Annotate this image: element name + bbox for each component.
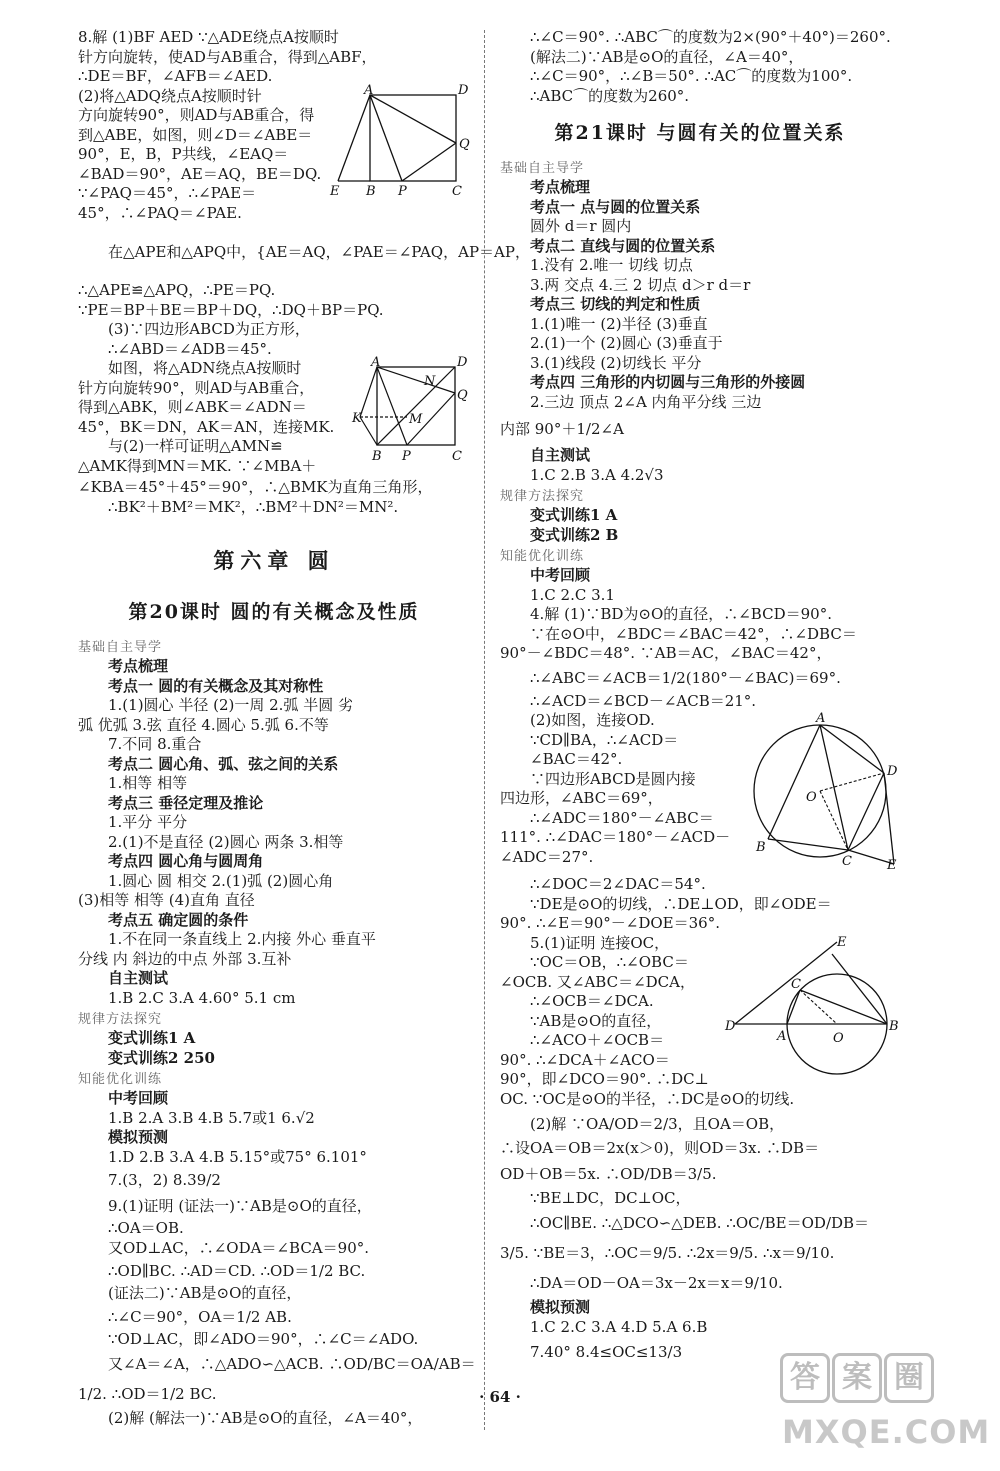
text-line: ∴∠C＝90°，∴∠B＝50°. ∴AC⌒的度数为100°. xyxy=(530,67,853,85)
text-line: ∵BE⊥DC，DC⊥OC， xyxy=(530,1188,691,1207)
circle-figure-4 xyxy=(725,934,900,1090)
text-line: ∴DA＝OD－OA＝3x－2x＝x＝9/10. xyxy=(530,1274,783,1292)
lesson-20-points xyxy=(78,677,470,1009)
problem-4-conclusion xyxy=(500,875,900,934)
text-line: ∴∠ACD＝∠BCD－∠ACB＝21°. xyxy=(530,691,757,710)
text-line: 考点一 点与圆的位置关系 xyxy=(530,197,701,216)
text-line: 针方向旋转，使AD与AB重合，得到△ABF， xyxy=(78,47,377,66)
text-line: 7.不同 8.重合 xyxy=(108,735,202,753)
text-line: 自主测试 xyxy=(108,969,169,987)
circle-figure-3 xyxy=(748,711,900,875)
problem-5-part1 xyxy=(500,934,900,1090)
point-label: O xyxy=(833,1030,844,1046)
text-line: 8.解 (1)BF AED ∵△ADE绕点A按顺时 xyxy=(78,28,339,46)
text-line: ∴∠ABD＝∠ADB＝45°. xyxy=(108,339,272,358)
text-line: (解法二)∵AB是⊙O的直径，∠A＝40°， xyxy=(530,47,804,66)
problem-4-part2 xyxy=(500,711,900,875)
text-line: 中考回顾 xyxy=(108,1089,169,1107)
watermark-logo xyxy=(772,1353,991,1453)
point-label: P xyxy=(402,449,411,464)
text-line: ∴∠ADC＝180°－∠ABC＝ xyxy=(530,808,714,827)
text-line: ∠KBA＝45°＋45°＝90°，∴△BMK为直角三角形， xyxy=(78,478,433,496)
text-line: 1.平分 平分 xyxy=(108,813,188,831)
text-line: 3.(1)线段 (2)切线长 平分 xyxy=(530,353,702,372)
point-label: O xyxy=(806,790,817,805)
text-line: 自主测试 xyxy=(530,446,591,464)
chapter-title: 第六章 圆 xyxy=(213,548,335,573)
text-line: (2)将△ADQ绕点A按顺时针 xyxy=(78,86,262,105)
point-label: D xyxy=(887,764,898,779)
text-line: 1.B 2.C 3.A 4.60° 5.1 cm xyxy=(108,988,296,1007)
text-line: 考点四 三角形的内切圆与三角形的外接圆 xyxy=(530,373,806,391)
text-line: 90°－∠BDC＝48°. ∵AB＝AC，∠BAC＝42°， xyxy=(500,644,832,662)
text-line: ∠BAD＝90°，AE＝AQ，BE＝DQ. xyxy=(78,164,322,183)
text-line: 4.解 (1)∵BD为⊙O的直径，∴∠BCD＝90°. xyxy=(530,605,832,623)
text-line: 方向旋转90°，则AD与AB重合，得 xyxy=(78,106,315,124)
text-line: ∵AB是⊙O的直径， xyxy=(530,1011,662,1030)
page-number: · 64 · xyxy=(479,1388,521,1406)
point-label: B xyxy=(756,840,766,855)
point-label: A xyxy=(777,1028,787,1044)
text-line: ∠OCB. 又∠ABC＝∠DCA， xyxy=(500,972,695,991)
point-label: C xyxy=(842,854,852,869)
point-label: A xyxy=(364,82,374,98)
text-line: 2.(1)一个 (2)圆心 (3)垂直于 xyxy=(530,334,723,352)
text-line: 45°，BK＝DN，AK＝AN，连接MK. xyxy=(78,417,335,436)
point-label: Q xyxy=(459,136,470,152)
watermark-url: MXQE.COM xyxy=(782,1413,991,1451)
text-line: ∴∠ABC＝∠ACB＝1/2(180°－∠BAC)＝69°. xyxy=(530,668,841,687)
text-line: 1.B 2.A 3.B 4.B 5.7或1 6.√2 xyxy=(108,1108,315,1127)
equation-system: 在△APE和△APQ中，{AE＝AQ，∠PAE＝∠PAQ，AP＝AP， xyxy=(108,243,530,261)
text-line: ∵CD∥BA，∴∠ACD＝ xyxy=(530,730,679,749)
text-line: 1.相等 相等 xyxy=(108,774,188,792)
text-line: 到△ABE，如图，则∠D＝∠ABE＝ xyxy=(78,125,313,144)
point-label: K xyxy=(352,411,362,426)
point-label: B xyxy=(889,1018,899,1034)
text-line: ∴BK²＋BM²＝MK²，∴BM²＋DN²＝MN². xyxy=(108,497,399,516)
text-line: 5.(1)证明 连接OC， xyxy=(530,933,670,952)
point-label: D xyxy=(458,82,469,98)
text-line: 1.(1)圆心 半径 (2)一周 2.弧 半圆 劣 xyxy=(108,696,353,714)
point-label: C xyxy=(791,976,801,992)
text-line: 3/5. ∵BE＝3，∴OC＝9/5. ∴2x＝9/5. ∴x＝9/10. xyxy=(500,1244,835,1262)
point-label: C xyxy=(452,449,462,464)
text-line: ∴DE＝BF，∠AFB＝∠AED. xyxy=(78,67,273,85)
text-line: 7.40° 8.4≤OC≤13/3 xyxy=(530,1343,683,1361)
text-line: 2.三边 顶点 2∠A 内角平分线 三边 xyxy=(530,392,762,411)
text-line: 1.C 2.B 3.A 4.2√3 xyxy=(530,465,664,484)
text-line: ∴∠C＝90°. ∴ABC⌒的度数为2×(90°＋40°)＝260°. xyxy=(530,28,891,46)
watermark-char: 案 xyxy=(832,1353,882,1403)
text-line: 2.(1)不是直径 (2)圆心 两条 3.相等 xyxy=(108,832,344,851)
text-line: ∴OC∥BE. ∴△DCO∽△DEB. ∴OC/BE＝OD/DB＝ xyxy=(530,1214,870,1232)
text-line: ∴△APE≌△APQ，∴PE＝PQ. xyxy=(78,281,276,299)
section-label-optimize: 知能优化训练 xyxy=(78,1072,163,1087)
text-line: 圆外 d＝r 圆内 xyxy=(530,217,632,235)
text-line: ∴∠DOC＝2∠DAC＝54°. xyxy=(530,875,706,893)
point-label: E xyxy=(330,183,340,199)
point-label: D xyxy=(725,1018,736,1034)
text-line: ∴∠C＝90°，OA＝1/2 AB. xyxy=(108,1307,292,1326)
problem-8-part3 xyxy=(78,355,470,478)
text-line: 45°，∴∠PAQ＝∠PAE. xyxy=(78,203,242,222)
text-line: 7.(3，2) 8.39/2 xyxy=(108,1171,221,1189)
problem-8-part2 xyxy=(78,82,470,224)
lesson-20-title: 第20课时 圆的有关概念及性质 xyxy=(128,601,420,623)
text-line: 考点梳理 xyxy=(108,657,169,675)
text-line: △AMK得到MN＝MK. ∵∠MBA＋ xyxy=(78,456,317,475)
problem-5-continued xyxy=(500,1090,900,1368)
text-line: (2)解 ∵OA/OD＝2/3，且OA＝OB， xyxy=(530,1115,785,1133)
text-line: ∴∠ACO＋∠OCB＝ xyxy=(530,1031,665,1049)
text-line: ∵四边形ABCD是圆内接 xyxy=(530,769,696,788)
point-label: E xyxy=(887,858,897,873)
square-figure-1 xyxy=(330,82,470,224)
section-label-optimize: 知能优化训练 xyxy=(500,549,585,564)
text-line: 考点二 圆心角、弧、弦之间的关系 xyxy=(108,754,339,773)
text-line: ∠BAC＝42°. xyxy=(530,750,623,768)
lesson-21-points xyxy=(500,178,900,485)
text-line: ∴ABC⌒的度数为260°. xyxy=(530,86,690,105)
right-column xyxy=(500,28,900,1367)
text-line: 111°. ∴∠DAC＝180°－∠ACD－ xyxy=(500,828,731,846)
text-line: 分线 内 斜边的中点 外部 3.互补 xyxy=(78,949,292,968)
text-line: 1.(1)唯一 (2)半径 (3)垂直 xyxy=(530,314,708,333)
text-line: 又∠A＝∠A，∴△ADO∽△ACB. ∴OD/BC＝OA/AB＝ xyxy=(108,1355,476,1373)
text-line: 考点五 确定圆的条件 xyxy=(108,910,249,929)
problem-8-part3-conclusion xyxy=(78,478,470,517)
square-figure-2 xyxy=(352,355,470,478)
text-line: ∴OA＝OB. xyxy=(108,1219,184,1237)
point-label: D xyxy=(457,355,468,370)
text-line: ∴∠OCB＝∠DCA. xyxy=(530,992,654,1010)
text-line: 变式训练2 B xyxy=(530,525,619,544)
text-line: ∵∠PAQ＝45°，∴∠PAE＝ xyxy=(78,184,257,202)
text-line: ∴OD∥BC. ∴AD＝CD. ∴OD＝1/2 BC. xyxy=(108,1262,366,1280)
lesson-20-training xyxy=(78,1089,476,1429)
text-line: 得到△ABK，则∠ABK＝∠ADN＝ xyxy=(78,398,307,416)
text-line: ∵在⊙O中，∠BDC＝∠BAC＝42°，∴∠DBC＝ xyxy=(530,624,857,643)
text-line: 变式训练2 250 xyxy=(108,1048,215,1067)
text-line: 变式训练1 A xyxy=(530,506,618,524)
point-label: M xyxy=(409,412,423,427)
text-line: (证法二)∵AB是⊙O的直径， xyxy=(108,1284,302,1302)
text-line: 1.圆心 圆 相交 2.(1)弧 (2)圆心角 xyxy=(108,871,334,890)
text-line: OD＋OB＝5x. ∴OD/DB＝3/5. xyxy=(500,1164,717,1183)
text-line: 变式训练1 A xyxy=(108,1029,196,1047)
section-label-basic: 基础自主导学 xyxy=(78,640,163,655)
text-line: 考点二 直线与圆的位置关系 xyxy=(530,236,716,255)
point-label: P xyxy=(398,183,407,199)
text-line: OC. ∵OC是⊙O的半径，∴DC是⊙O的切线. xyxy=(500,1089,795,1108)
text-line: 3.两 交点 4.三 2 切点 d＞r d＝r xyxy=(530,275,751,294)
point-label: A xyxy=(371,355,381,370)
text-line: 90°. ∴∠DCA＋∠ACO＝ xyxy=(500,1050,670,1069)
text-line: 1.D 2.B 3.A 4.B 5.15°或75° 6.101° xyxy=(108,1147,367,1166)
point-label: E xyxy=(837,934,847,950)
point-label: B xyxy=(366,183,376,199)
lesson-21-training xyxy=(500,566,900,711)
text-line: 1.不在同一条直线上 2.内接 外心 垂直平 xyxy=(108,930,376,948)
text-line: 1/2. ∴OD＝1/2 BC. xyxy=(78,1385,217,1403)
text-line: 如图，将△ADN绕点A按顺时 xyxy=(108,359,302,377)
section-label-basic: 基础自主导学 xyxy=(500,161,585,176)
watermark-char: 答 xyxy=(780,1353,830,1403)
text-line: 与(2)一样可证明△AMN≌ xyxy=(108,437,283,455)
text-line: 1.C 2.C 3.1 xyxy=(530,585,615,604)
text-line: ∵OC＝OB，∴∠OBC＝ xyxy=(530,953,689,971)
point-label: A xyxy=(816,711,826,726)
text-line: 弧 优弧 3.弦 直径 4.圆心 5.弧 6.不等 xyxy=(78,715,329,734)
text-line: 考点三 垂径定理及推论 xyxy=(108,793,264,812)
text-line: 考点一 圆的有关概念及其对称性 xyxy=(108,676,324,695)
text-line: 模拟预测 xyxy=(530,1298,591,1316)
text-line: ∵OD⊥AC，即∠ADO＝90°，∴∠C＝∠ADO. xyxy=(108,1329,419,1348)
text-line: (3)相等 相等 (4)直角 直径 xyxy=(78,891,255,909)
point-label: C xyxy=(452,183,462,199)
text-line: 1.C 2.C 3.A 4.D 5.A 6.B xyxy=(530,1317,708,1336)
point-label: N xyxy=(424,374,436,389)
point-label: Q xyxy=(457,388,468,403)
text-line: 内部 90°＋1/2∠A xyxy=(500,420,624,438)
watermark-char: 圈 xyxy=(884,1353,934,1403)
text-line: 四边形，∠ABC＝69°， xyxy=(500,789,663,807)
text-line: 又OD⊥AC，∴∠ODA＝∠BCA＝90°. xyxy=(108,1238,369,1257)
text-line: (3)∵四边形ABCD为正方形， xyxy=(108,320,310,338)
text-line: 考点梳理 xyxy=(530,178,591,196)
text-line: 模拟预测 xyxy=(108,1128,169,1146)
lesson-21-title: 第21课时 与圆有关的位置关系 xyxy=(554,122,846,144)
text-line: 针方向旋转90°，则AD与AB重合， xyxy=(78,378,315,397)
section-label-method: 规律方法探究 xyxy=(78,1012,163,1027)
text-line: 1.没有 2.唯一 切线 切点 xyxy=(530,256,693,274)
text-line: ∠ADC＝27°. xyxy=(500,847,594,866)
text-line: 90°，即∠DCO＝90°. ∴DC⊥ xyxy=(500,1070,709,1088)
problem-9-continued xyxy=(500,28,900,106)
text-line: (2)解 (解法一)∵AB是⊙O的直径，∠A＝40°， xyxy=(108,1409,423,1427)
text-line: (2)如图，连接OD. xyxy=(530,711,655,729)
text-line: 考点三 切线的判定和性质 xyxy=(530,295,701,313)
text-line: ∵DE是⊙O的切线，∴DE⊥OD，即∠ODE＝ xyxy=(530,894,832,913)
text-line: 中考回顾 xyxy=(530,566,591,584)
text-line: 90°，E，B，P共线，∠EAQ＝ xyxy=(78,145,289,163)
text-line: 考点四 圆心角与圆周角 xyxy=(108,852,264,870)
text-line: 90°. ∴∠E＝90°－∠DOE＝36°. xyxy=(500,914,720,932)
text-line: 9.(1)证明 (证法一)∵AB是⊙O的直径， xyxy=(108,1197,372,1215)
text-line: ∴设OA＝OB＝2x(x＞0)，则OD＝3x. ∴DB＝ xyxy=(500,1139,820,1157)
problem-8-part2-conclusion xyxy=(78,281,470,359)
problem-8-intro xyxy=(78,28,470,87)
text-line: ∵PE＝BP＋BE＝BP＋DQ，∴DQ＋BP＝PQ. xyxy=(78,300,384,319)
section-label-method: 规律方法探究 xyxy=(500,489,585,504)
point-label: B xyxy=(372,449,382,464)
